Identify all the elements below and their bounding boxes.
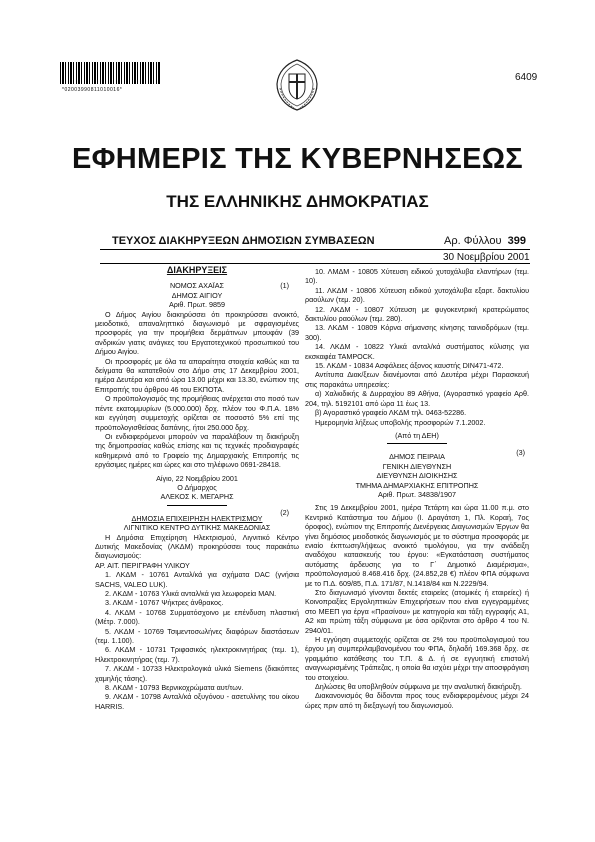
page-number: 6409 (515, 72, 538, 83)
section-heading: ΔΙΑΚΗΡΥΞΕΙΣ (166, 265, 228, 275)
gazette-title: ΕΦΗΜΕΡΙΣ ΤΗΣ ΚΥΒΕΡΝΗΣΕΩΣ (72, 143, 523, 175)
issue-label: Αρ. Φύλλου (444, 235, 502, 247)
notice-2 (95, 507, 299, 712)
paragraph: Οι ενδιαφερόμενοι μπορούν να παραλάβουν τη διακήρυξη της δημοπρασίας καθώς επίσης και τις τεχνικές προδιαγραφές καθημερινά από το Γραφείο της Δημαρχιακής Επιτροπής τις εργάσιμες ημέρες και ώρες και στο τηλέφωνο 0691-28418. (95, 431, 299, 470)
org-name: ΓΕΝΙΚΗ ΔΙΕΥΘΥΝΣΗ (382, 461, 452, 471)
list-item: 1. ΛΚΔΜ - 10761 Ανταλ/κά για σχήματα DAC (γνήσια SACHS, VALEO LUK). (95, 570, 299, 589)
paragraph: Οι προσφορές με όλα τα απαραίτητα στοιχεία καθώς και τα δείγματα θα κατατεθούν στο Δήμο στις 17 Δεκεμβρίου 2001, ημέρα Δευτέρα και από ώρα 13.00 μέχρι και 13.30, ενώπιον της Επιτροπής του άρθρου 46 του ΕΚΠΟΤΑ. (95, 356, 299, 394)
paragraph: Στις 19 Δεκεμβρίου 2001, ημέρα Τετάρτη και ώρα 11.00 π.μ. στο Κεντρικό Κατάστημα του Δήμου (Ι. Δραγάτση 1, Πλ. Κοραή, 7ος όροφος), ενώπιον της Επιτροπής Διενέργειας Διαγωνισμών Έργων θα γίνει δημόσιος μειοδοτικός διαγωνισμός με το σύστημα προσφοράς με ενιαίο έκπτωση/λήψεως ανοικτό τιμολόγιου, για την ανάδειξη αναδόχου κατασκευής του έργου: «Εγκατάσταση συστήματος αυτόματης άρδευσης για το Γ΄ Δημοτικό Διαμέρισμα», προϋπολογισμού 8.468.416 δρχ. (24.852,28 €) πλέον ΦΠΑ σύμφωνα με το Π.Δ. 609/85, Π.Δ. 171/87, Ν.1418/84 και Ν.2229/94. (305, 503, 529, 588)
notice-tag: (1) (280, 281, 289, 291)
org-name: ΛΙΓΝΙΤΙΚΟ ΚΕΝΤΡΟ ΔΥΤΙΚΗΣ ΜΑΚΕΔΟΝΙΑΣ (123, 523, 271, 533)
gazette-subtitle: ΤΗΣ ΕΛΛΗΝΙΚΗΣ ΔΗΜΟΚΡΑΤΙΑΣ (166, 192, 429, 211)
deadline: Ημερομηνία λήξεως υποβολής προσφορών 7.1.2002. (315, 417, 486, 427)
barcode (60, 62, 160, 84)
greek-coat-of-arms-icon (272, 58, 322, 112)
subheading: ΑΡ. ΑΙΤ. ΠΕΡΙΓΡΑΦΗ ΥΛΙΚΟΥ (95, 560, 190, 570)
list-item: 13. ΛΚΔΜ - 10809 Κόρνα σήμανσης κίνησης ταινιοδρόμων (τεμ. 300). (305, 323, 529, 342)
series-label: ΤΕΥΧΟΣ ΔΙΑΚΗΡΥΞΕΩΝ ΔΗΜΟΣΙΩΝ ΣΥΜΒΑΣΕΩΝ (112, 235, 375, 247)
notice-tag: (3) (516, 448, 525, 458)
list-item: 8. ΛΚΔΜ - 10793 Βερνικοχρώματα αυτ/των. (105, 683, 244, 693)
header-rule-bottom (100, 263, 530, 264)
issue-value: 399 (507, 235, 526, 247)
paragraph: Διακανονισμός θα δίδονται προς τους ενδιαφερομένους μέχρι 24 ώρες πριν από τη διεξαγωγή του διαγωνισμού. (305, 691, 529, 710)
list-item: 2. ΛΚΔΜ - 10763 Υλικά ανταλ/κά για λεωφορεία MAN. (105, 589, 277, 598)
paragraph: Δηλώσεις θα υποβληθούν σύμφωνα με την αναλυτική διακήρυξη. (315, 682, 522, 692)
paragraph: Η εγγύηση συμμετοχής ορίζεται σε 2% του προϋπολογισμού του έργου μη συμπεριλαμβανομένου του ΦΠΑ, δηλαδή 169.368 δρχ. σε γραμμάτιο κατάθεσης του Τ.Π. & Δ. ή σε εγγυητική επιστολή αναγνωρισμένης Τράπεζας, η οποία θα ισχύει μέχρι την αποσφράγιση του στοιχείου. (305, 635, 529, 682)
notice-1 (95, 281, 299, 501)
divider (387, 443, 447, 444)
list-item: 4. ΛΚΔΜ - 10768 Συρματόσχοινο με επένδυση πλαστική (Μέτρ. 7.000). (95, 607, 299, 627)
paragraph: Στο διαγωνισμό γίνονται δεκτές εταιρείες (ατομικές ή εταιρείες) ή Κοινοπραξίες Εργοληπτικών Επιχειρήσεων που είναι εγγεγραμμένες στο ΜΕΕΠ για έργα «Πρασίνου» με κατηγορία και τάξη εγγραφής Α1, Α2 και πρώτη τάξη σύμφωνα με όσα ορίζονται στο άρθρο 4 του Ν. 2940/01. (305, 588, 529, 635)
header-rule (100, 249, 530, 250)
list-item: 5. ΛΚΔΜ - 10769 Τσιμεντοσωλήνες διαφόρων διαστάσεων (τεμ. 1.100). (95, 626, 299, 646)
issue-number (444, 235, 526, 247)
list-item: 6. ΛΚΔΜ - 10731 Τριφασικός ηλεκτροκινητήρας (τεμ. 1), Ηλεκτροκινητήρας (τεμ. 7). (95, 645, 299, 664)
signatory-role: Ο Δήμαρχος (177, 482, 217, 492)
org-name: ΔΗΜΟΣΙΑ ΕΠΙΧΕΙΡΗΣΗ ΗΛΕΚΤΡΙΣΜΟΥ (131, 513, 263, 523)
list-item: 7. ΛΚΔΜ - 10733 Ηλεκτρολογικά υλικά Siemens (διακόπτες χαμηλής τάσης). (95, 664, 299, 683)
list-item: 11. ΛΚΔΜ - 10806 Χύτευση ειδικού χυτοχάλυβα εξαρτ. δακτυλίου ραούλων (τεμ. 20). (305, 285, 529, 305)
org-name: ΔΗΜΟΣ ΠΕΙΡΑΙΑ (389, 452, 445, 462)
notice-3 (305, 448, 529, 710)
list-item: 15. ΛΚΔΜ - 10834 Ασφάλειες άξονος καυστής DIN471-472. (315, 361, 504, 371)
list-item: 9. ΛΚΔΜ - 10798 Ανταλ/κά οξυγόνου - ασετυλίνης του οίκου HARRIS. (95, 692, 299, 711)
notice-tag: (2) (280, 507, 289, 517)
protocol-number: Αριθ. Πρωτ. 34838/1907 (377, 489, 457, 499)
paragraph: Ο Δήμος Αιγίου διακηρύσσει ότι προκηρύσσει ανοικτό, μειοδοτικό, απαναληπτικό διαγωνισμό με σφραγισμένες προσφορές για την προμήθεια δερμάτινων μπουφάν (39 ανδρικών γιατις ανάγκες του Εργατοτεχνικού προσωπικού του Δήμου Αιγίου. (95, 309, 299, 357)
org-name: ΤΜΗΜΑ ΔΗΜΑΡΧΙΑΚΗΣ ΕΠΙΤΡΟΠΗΣ (355, 480, 479, 490)
org-name: ΔΗΜΟΣ ΑΙΓΙΟΥ (171, 290, 223, 300)
list-item: 14. ΛΚΔΜ - 10822 Υλικά ανταλ/κά συστήματος κύλισης για εκσκαφέα ΤΑΜΡΟCK. (305, 342, 529, 361)
list-item: 3. ΛΚΔΜ - 10767 Ψήκτρες άνθρακος. (105, 598, 224, 608)
signatory-name: ΑΛΕΚΟΣ Κ. ΜΕΓΑΡΗΣ (160, 492, 234, 502)
address-a: α) Χαλκιδικής & Δυρραχίου 89 Αθήνα, (Αγοραστικό γραφείο Αρθ. 204, τηλ. 5192101 από ώρα 11 έως 13. (305, 389, 529, 408)
issue-date: 30 Νοεμβρίου 2001 (443, 252, 530, 263)
barcode-number: *02003990811010016* (62, 87, 123, 93)
paragraph: Η Δημόσια Επιχείρηση Ηλεκτρισμού, Λιγνιτικό Κέντρο Δυτικής Μακεδονίας (ΛΚΔΜ) προκηρύσσει τους παρακάτω διαγωνισμούς: (95, 532, 299, 561)
address-b: β) Αγοραστικό γραφείο ΛΚΔΜ τηλ. 0463-52286. (315, 408, 467, 418)
left-column (95, 266, 299, 711)
source-note: (Από τη ΔΕΗ) (395, 430, 439, 440)
protocol-number: Αριθ. Πρωτ. 9859 (168, 300, 226, 310)
org-name: ΔΙΕΥΘΥΝΣΗ ΔΙΟΙΚΗΣΗΣ (376, 471, 458, 481)
divider (167, 505, 227, 506)
paragraph: Αντίτυπα Διακ/ξεων διανέμονται από Δευτέρα μέχρι Παρασκευή στις παρακάτω υπηρεσίες: (305, 370, 529, 389)
list-item: 10. ΛΜΔΜ - 10805 Χύτευση ειδικού χυτοχάλυβα ελαντήρων (τεμ. 10). (305, 267, 529, 286)
place-date: Αίγιο, 22 Νοεμβρίου 2001 (156, 473, 238, 483)
paragraph: Ο προϋπολογισμός της προμήθειας ανέρχεται στο ποσό των πέντε εκατομμυρίων (5.000.000) δρχ. πλέον του Φ.Π.Α. 18% και εγγύηση συμμετοχής ορίζεται σε ποσοστό 5% επί της προϋπολογισθείσας δαπάνης, ήτοι 250.000 δρχ. (95, 394, 299, 432)
list-item: 12. ΛΚΔΜ - 10807 Χύτευση με φυγοκεντρική κρατερώματος δακτυλίου ραούλων (τεμ. 280). (305, 304, 529, 324)
org-name: ΝΟΜΟΣ ΑΧΑΪΑΣ (169, 281, 225, 291)
right-column (305, 267, 529, 710)
